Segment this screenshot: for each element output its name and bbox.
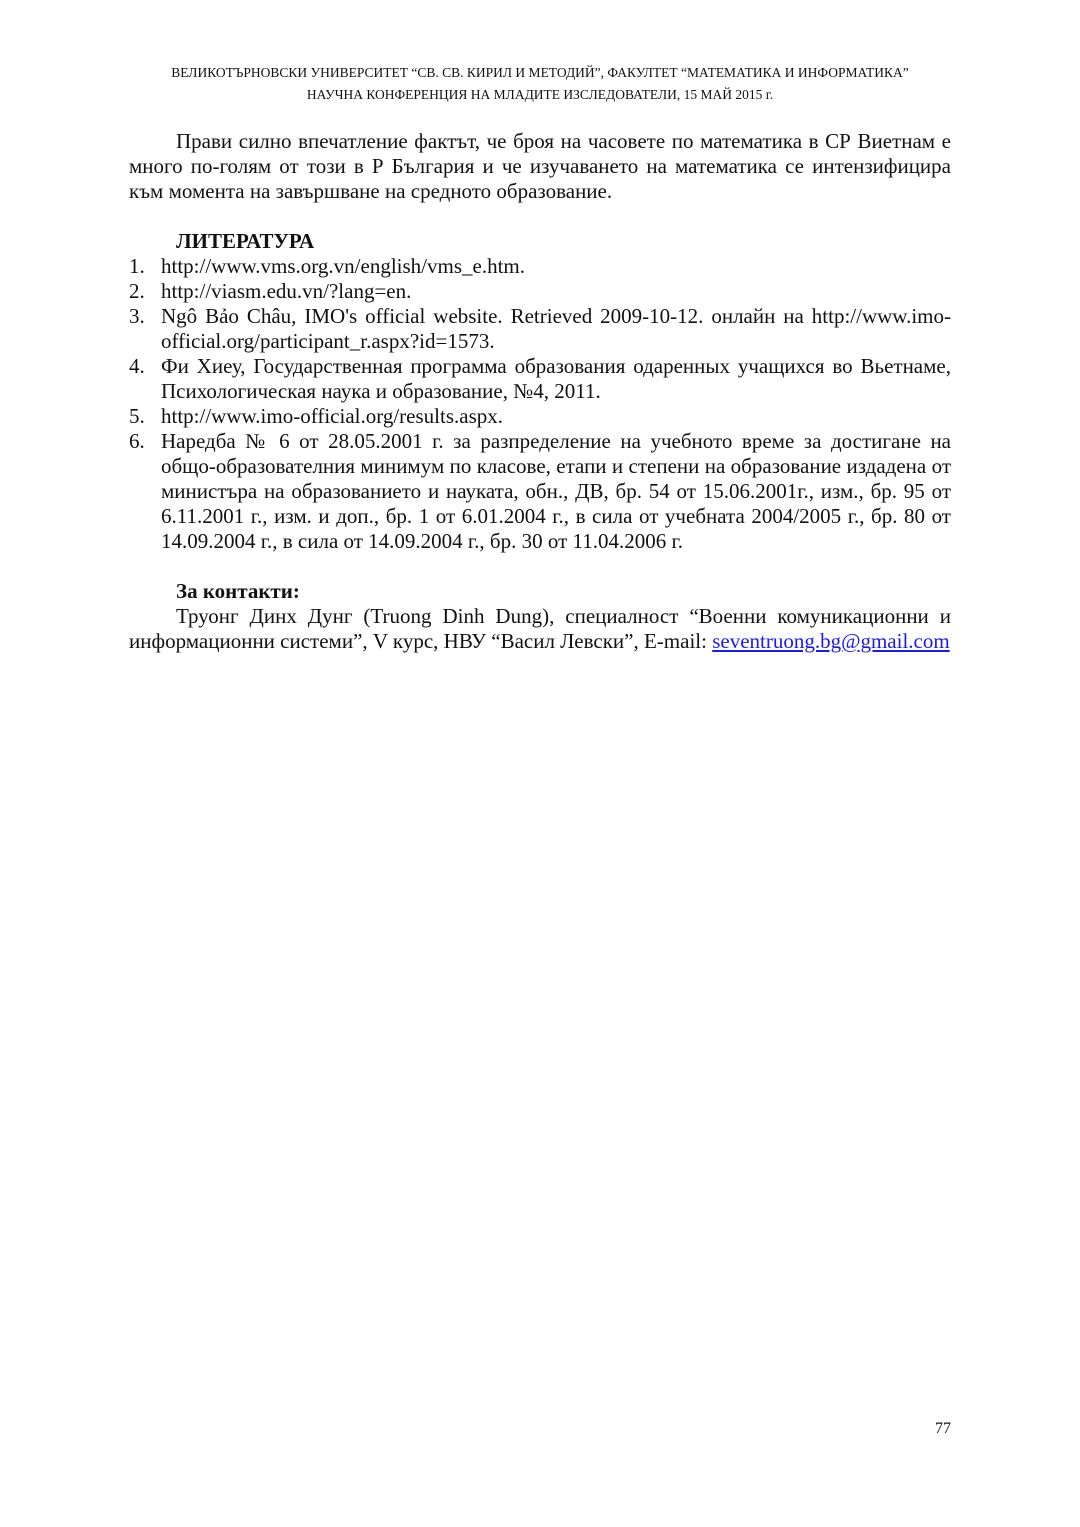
reference-text: http://www.vms.org.vn/english/vms_e.htm. [161, 254, 526, 278]
reference-text: Фи Хиеу, Государственная программа образования одаренных учащихся во Вьетнаме, Психологическая наука и образование, №4, 2011. [161, 354, 951, 403]
reference-number: 5. [129, 404, 145, 428]
header-line-university: ВЕЛИКОТЪРНОВСКИ УНИВЕРСИТЕТ “СВ. СВ. КИРИЛ И МЕТОДИЙ”, ФАКУЛТЕТ “МАТЕМАТИКА И ИНФОРМАТИКА” [171, 65, 909, 80]
contacts-heading: За контакти: [176, 579, 300, 603]
intro-section [129, 129, 951, 204]
contacts-paragraph [129, 604, 951, 654]
literature-heading: ЛИТЕРАТУРА [176, 229, 315, 253]
reference-text: http://www.imo-official.org/results.aspx. [161, 404, 503, 428]
reference-text: Ngô Bảo Châu, IMO's official website. Retrieved 2009-10-12. онлайн на http://www.imo-official.org/participant_r.aspx?id=1573. [161, 304, 951, 353]
reference-item [129, 354, 951, 404]
running-header [129, 62, 951, 106]
reference-number: 6. [129, 429, 145, 453]
reference-item [129, 429, 951, 554]
reference-text: Наредба № 6 от 28.05.2001 г. за разпределение на учебното време за достигане на общо-образователния минимум по класове, етапи и степени на образование издадена от министъра на образованието и науката, обн., ДВ, бр. 54 от 15.06.2001г., изм., бр. 95 от 6.11.2001 г., изм. и доп., бр. 1 от 6.01.2004 г., в сила от учебната 2004/2005 г., бр. 80 от 14.09.2004 г., в сила от 14.09.2004 г., бр. 30 от 11.04.2006 г. [161, 429, 951, 553]
literature-section [129, 229, 951, 554]
header-line-conference: НАУЧНА КОНФЕРЕНЦИЯ НА МЛАДИТЕ ИЗСЛЕДОВАТЕЛИ, 15 МАЙ 2015 г. [306, 87, 774, 102]
reference-number: 3. [129, 304, 145, 328]
intro-paragraph: Прави силно впечатление фактът, че броя на часовете по математика в СР Виетнам е много по-голям от този в Р България и че изучаването на математика се интензифицира към момента на завършване на средното образование. [129, 129, 951, 203]
reference-number: 1. [129, 254, 145, 278]
reference-item [129, 279, 951, 304]
contacts-text: Труонг Динх Дунг (Truong Dinh Dung), специалност “Военни комуникационни и информационни системи”, V курс, НВУ “Васил Левски”, E-mail: [129, 604, 951, 653]
reference-item [129, 404, 951, 429]
contacts-section [129, 579, 951, 654]
reference-number: 2. [129, 279, 145, 303]
reference-list [129, 254, 951, 554]
reference-number: 4. [129, 354, 145, 378]
reference-text: http://viasm.edu.vn/?lang=en. [161, 279, 412, 303]
reference-item [129, 254, 951, 279]
reference-item [129, 304, 951, 354]
email-link[interactable]: seventruong.bg@gmail.com [712, 629, 950, 653]
page-number: 77 [935, 1420, 951, 1437]
